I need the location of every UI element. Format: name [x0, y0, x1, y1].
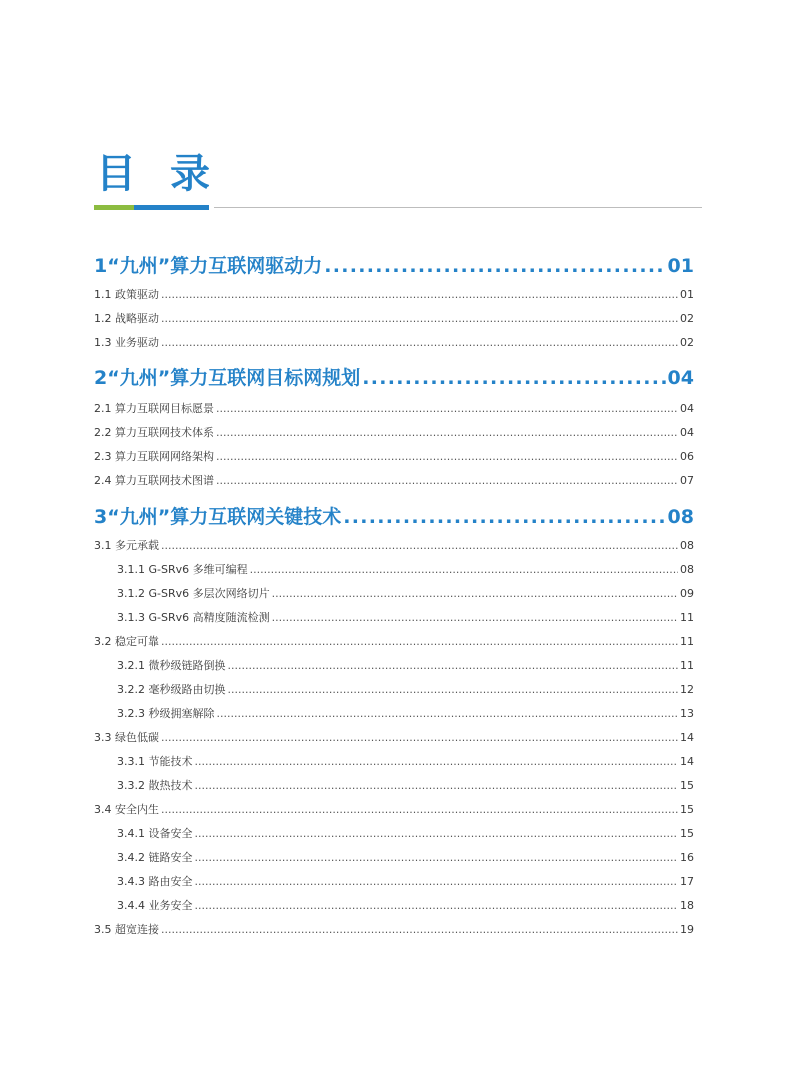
- toc-entry-2-4[interactable]: [94, 473, 694, 489]
- leader-dots: [228, 658, 679, 674]
- toc-page-number: 04: [667, 367, 694, 389]
- toc-entry-label: 3.3.2 散热技术: [117, 779, 193, 792]
- toc-page-number: 18: [680, 899, 694, 912]
- toc-page-number: 11: [680, 611, 694, 624]
- toc-entry-3-1-3[interactable]: [94, 610, 694, 626]
- toc-entry-label: 3.4.4 业务安全: [117, 899, 193, 912]
- toc-entry-3-4-3[interactable]: [94, 874, 694, 890]
- toc-page-number: 04: [680, 426, 694, 439]
- toc-entry-3-2-1[interactable]: [94, 658, 694, 674]
- toc-entry-label: 3.2 稳定可靠: [94, 635, 159, 648]
- leader-dots: [324, 253, 665, 279]
- toc-entry-3-1-2[interactable]: [94, 586, 694, 602]
- toc-entry-label: 3.4 安全内生: [94, 803, 159, 816]
- toc-entry-3-3-2[interactable]: [94, 778, 694, 794]
- toc-entry-label: 3.3.1 节能技术: [117, 755, 193, 768]
- toc-entry-label: 3.1.2 G-SRv6 多层次网络切片: [117, 587, 270, 600]
- toc-entry-label: 3.5 超宽连接: [94, 923, 159, 936]
- toc-entry-1-1[interactable]: [94, 287, 694, 303]
- title-char-2: 录: [170, 151, 244, 197]
- leader-dots: [362, 365, 665, 391]
- toc-entry-3-4-1[interactable]: [94, 826, 694, 842]
- toc-page-number: 15: [680, 779, 694, 792]
- title-underline-green: [94, 205, 134, 210]
- leader-dots: [195, 754, 679, 770]
- toc-page-number: 02: [680, 336, 694, 349]
- toc-page-number: 08: [667, 506, 694, 528]
- toc-entry-label: 2.1 算力互联网目标愿景: [94, 402, 214, 415]
- leader-dots: [250, 562, 678, 578]
- toc-page-number: 15: [680, 803, 694, 816]
- toc-page-number: 13: [680, 707, 694, 720]
- toc-entry-label: 3.1.3 G-SRv6 高精度随流检测: [117, 611, 270, 624]
- toc-entry-label: 3.4.3 路由安全: [117, 875, 193, 888]
- page-title: [96, 150, 244, 198]
- leader-dots: [343, 504, 665, 530]
- toc-page-number: 14: [680, 731, 694, 744]
- toc-page-number: 11: [680, 659, 694, 672]
- leader-dots: [216, 425, 678, 441]
- toc-entry-label: 3.4.2 链路安全: [117, 851, 193, 864]
- toc-chapter-2[interactable]: [94, 365, 694, 391]
- toc-entry-2-2[interactable]: [94, 425, 694, 441]
- toc-chapter-3[interactable]: [94, 504, 694, 530]
- toc-entry-2-3[interactable]: [94, 449, 694, 465]
- toc-entry-3-3[interactable]: [94, 730, 694, 746]
- leader-dots: [195, 778, 679, 794]
- toc-chapter-1[interactable]: [94, 253, 694, 279]
- leader-dots: [161, 730, 678, 746]
- toc-chapter-label: 2“九州”算力互联网目标网规划: [94, 367, 361, 389]
- toc-entry-2-1[interactable]: [94, 401, 694, 417]
- toc-entry-label: 1.2 战略驱动: [94, 312, 159, 325]
- leader-dots: [161, 538, 678, 554]
- toc-page-number: 08: [680, 539, 694, 552]
- toc-entry-label: 2.4 算力互联网技术图谱: [94, 474, 214, 487]
- title-divider-line: [214, 207, 702, 208]
- leader-dots: [161, 922, 678, 938]
- toc-entry-label: 1.3 业务驱动: [94, 336, 159, 349]
- toc-entry-label: 2.3 算力互联网网络架构: [94, 450, 214, 463]
- toc-entry-3-4[interactable]: [94, 802, 694, 818]
- toc-page-number: 04: [680, 402, 694, 415]
- toc-entry-3-5[interactable]: [94, 922, 694, 938]
- toc-entry-3-2-3[interactable]: [94, 706, 694, 722]
- toc-page-number: 09: [680, 587, 694, 600]
- toc-page-number: 01: [667, 255, 694, 277]
- toc-entry-label: 1.1 政策驱动: [94, 288, 159, 301]
- leader-dots: [161, 335, 678, 351]
- toc-page-number: 06: [680, 450, 694, 463]
- leader-dots: [161, 634, 678, 650]
- toc-entry-label: 2.2 算力互联网技术体系: [94, 426, 214, 439]
- toc-entry-1-2[interactable]: [94, 311, 694, 327]
- leader-dots: [228, 682, 679, 698]
- toc-chapter-label: 3“九州”算力互联网关键技术: [94, 506, 342, 528]
- toc-page-number: 12: [680, 683, 694, 696]
- toc-entry-label: 3.3 绿色低碳: [94, 731, 159, 744]
- toc-page-number: 15: [680, 827, 694, 840]
- toc-page-number: 01: [680, 288, 694, 301]
- leader-dots: [216, 449, 678, 465]
- leader-dots: [217, 706, 679, 722]
- toc-entry-3-1[interactable]: [94, 538, 694, 554]
- toc-page-number: 07: [680, 474, 694, 487]
- toc-page-number: 08: [680, 563, 694, 576]
- toc-entry-label: 3.2.3 秒级拥塞解除: [117, 707, 215, 720]
- toc-page-number: 14: [680, 755, 694, 768]
- toc-entry-1-3[interactable]: [94, 335, 694, 351]
- toc-chapter-label: 1“九州”算力互联网驱动力: [94, 255, 323, 277]
- toc-entry-3-2-2[interactable]: [94, 682, 694, 698]
- toc-entry-3-4-4[interactable]: [94, 898, 694, 914]
- toc-entry-3-2[interactable]: [94, 634, 694, 650]
- toc-entry-3-1-1[interactable]: [94, 562, 694, 578]
- leader-dots: [216, 401, 678, 417]
- title-char-1: 目: [96, 151, 170, 197]
- leader-dots: [161, 287, 678, 303]
- leader-dots: [272, 586, 678, 602]
- leader-dots: [195, 874, 679, 890]
- toc-entry-label: 3.1 多元承载: [94, 539, 159, 552]
- leader-dots: [195, 898, 679, 914]
- toc-page-number: 02: [680, 312, 694, 325]
- leader-dots: [195, 826, 679, 842]
- toc-entry-label: 3.1.1 G-SRv6 多维可编程: [117, 563, 248, 576]
- leader-dots: [272, 610, 678, 626]
- toc-page-number: 19: [680, 923, 694, 936]
- title-underline-blue: [134, 205, 209, 210]
- leader-dots: [216, 473, 678, 489]
- toc-entry-3-3-1[interactable]: [94, 754, 694, 770]
- toc-page-number: 17: [680, 875, 694, 888]
- toc-page-number: 11: [680, 635, 694, 648]
- leader-dots: [161, 802, 678, 818]
- toc-page-number: 16: [680, 851, 694, 864]
- leader-dots: [195, 850, 679, 866]
- toc-entry-3-4-2[interactable]: [94, 850, 694, 866]
- toc-entry-label: 3.2.1 微秒级链路倒换: [117, 659, 226, 672]
- toc-entry-label: 3.2.2 毫秒级路由切换: [117, 683, 226, 696]
- toc-entry-label: 3.4.1 设备安全: [117, 827, 193, 840]
- leader-dots: [161, 311, 678, 327]
